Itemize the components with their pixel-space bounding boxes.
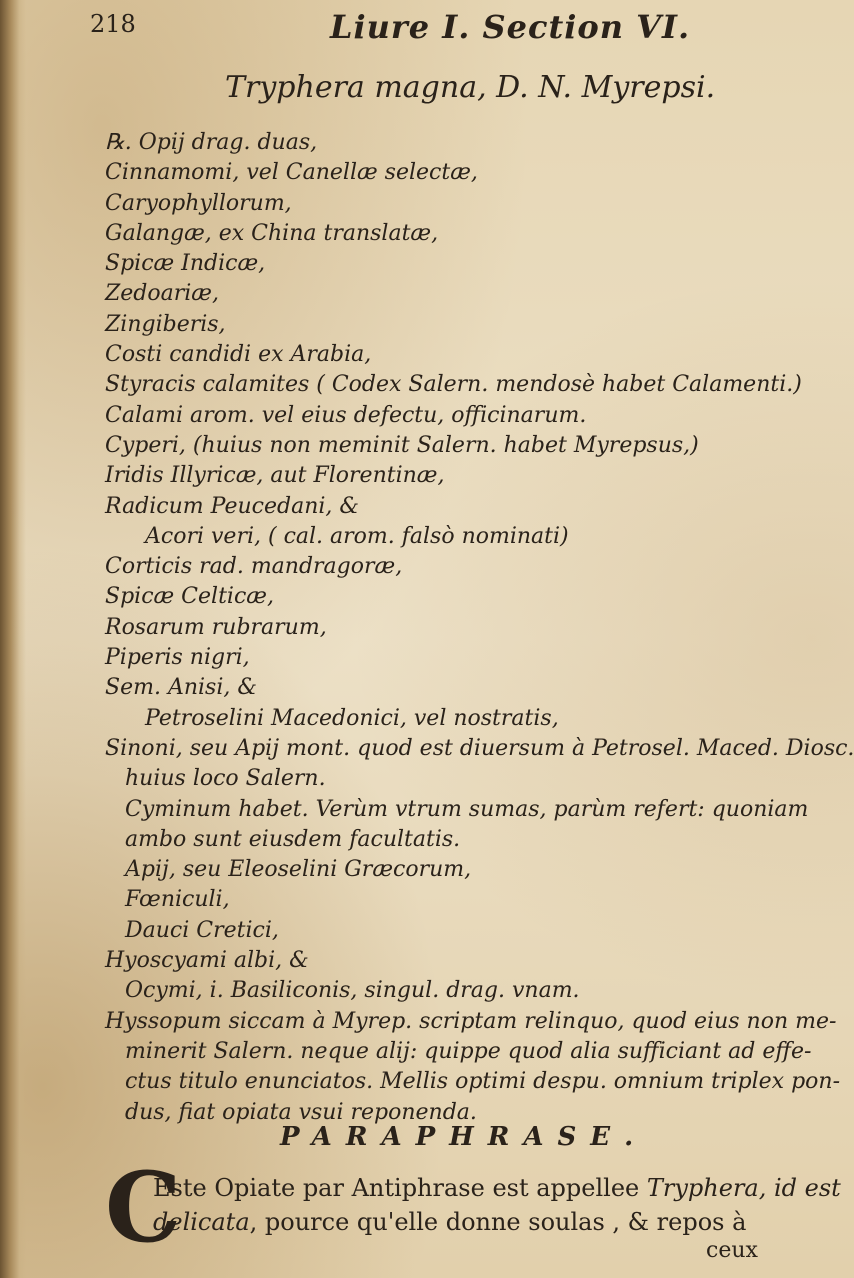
recipe-line: Costi candidi ex Arabia,: [105, 342, 372, 368]
recipe-line: huius loco Salern.: [125, 766, 326, 792]
recipe-line: Fœniculi,: [125, 887, 230, 913]
page-number: 218: [90, 10, 136, 38]
paragraph-line: [153, 1174, 841, 1202]
recipe-line: ctus titulo enunciatos. Mellis optimi despu. omnium triplex pon-: [125, 1069, 840, 1095]
recipe-list: [105, 128, 854, 1128]
recipe-line: Piperis nigri,: [105, 645, 250, 671]
recipe-line: ambo sunt eiusdem facultatis.: [125, 826, 461, 852]
recipe-line: Sem. Anisi, &: [105, 675, 257, 701]
paragraph-text: Este Opiate par Antiphrase est appellee: [153, 1174, 647, 1202]
recipe-line: Caryophyllorum,: [105, 190, 292, 216]
recipe-title: Tryphera magna, D. N. Myrepsi.: [225, 70, 716, 105]
recipe-line: Hyssopum siccam à Myrep. scriptam relinquo, quod eius non me-: [105, 1008, 837, 1034]
recipe-line: Zedoariæ,: [105, 281, 219, 307]
running-head: Liure I. Section VI.: [330, 8, 691, 46]
recipe-line: Spicæ Celticæ,: [105, 584, 274, 610]
recipe-line: Calami arom. vel eius defectu, officinarum.: [105, 402, 587, 428]
paragraph-italic-text: delicata: [153, 1208, 250, 1236]
recipe-line: Zingiberis,: [105, 311, 226, 337]
recipe-line: Hyoscyami albi, &: [105, 948, 309, 974]
recipe-line: Cinnamomi, vel Canellæ selectæ,: [105, 160, 478, 186]
recipe-line: dus, fiat opiata vsui reponenda.: [125, 1099, 477, 1125]
recipe-line: Galangæ, ex China translatæ,: [105, 220, 439, 246]
recipe-line: Ocymi, i. Basiliconis, singul. drag. vnam.: [125, 978, 580, 1004]
recipe-line: Apij, seu Eleoselini Græcorum,: [125, 857, 472, 883]
recipe-line: Petroselini Macedonici, vel nostratis,: [145, 705, 559, 731]
catchword: ceux: [706, 1238, 758, 1263]
recipe-line: ℞. Opij drag. duas,: [105, 130, 318, 155]
drop-cap: C: [105, 1151, 182, 1264]
recipe-line: Cyminum habet. Verùm vtrum sumas, parùm refert: quoniam: [125, 796, 809, 822]
paragraph-text: , pource qu'elle donne soulas , & repos à: [249, 1208, 747, 1236]
recipe-line: Radicum Peucedani, &: [105, 493, 359, 519]
paragraph-line: [153, 1208, 746, 1236]
recipe-line: Acori veri, ( cal. arom. falsò nominati): [145, 523, 569, 549]
recipe-line: Cyperi, (huius non meminit Salern. habet Myrepsus,): [105, 432, 699, 458]
recipe-line: Iridis Illyricæ, aut Florentinæ,: [105, 463, 445, 489]
recipe-line: Rosarum rubrarum,: [105, 614, 327, 640]
recipe-line: Sinoni, seu Apij mont. quod est diuersum à Petrosel. Maced. Diosc.: [105, 735, 854, 761]
recipe-line: Dauci Cretici,: [125, 917, 279, 943]
paragraph-italic-text: Tryphera, id est: [646, 1174, 841, 1202]
recipe-line: Spicæ Indicæ,: [105, 251, 266, 277]
paraphrase-heading: PARAPHRASE.: [280, 1122, 648, 1152]
recipe-line: minerit Salern. neque alij: quippe quod alia sufficiant ad effe-: [125, 1038, 812, 1064]
recipe-line: Corticis rad. mandragoræ,: [105, 554, 403, 580]
recipe-line: Styracis calamites ( Codex Salern. mendosè habet Calamenti.): [105, 372, 802, 398]
